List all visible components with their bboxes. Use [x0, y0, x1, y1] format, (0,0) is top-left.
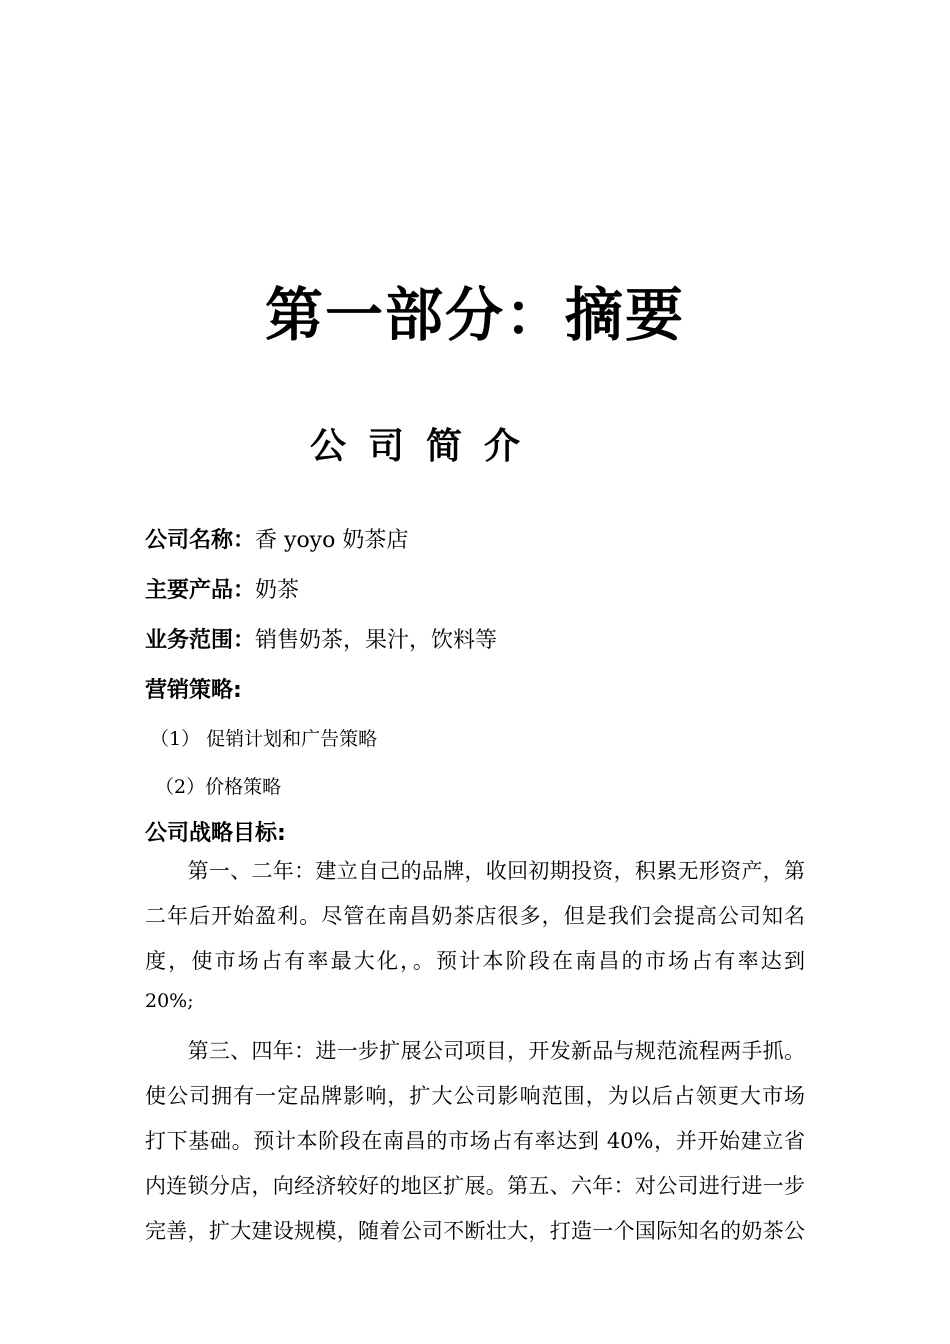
goal-line: 第三、四年：进一步扩展公司项目，开发新品与规范流程两手抓。 [145, 1039, 805, 1063]
goal-line: 内连锁分店，向经济较好的地区扩展。第五、六年：对公司进行进一步 [145, 1174, 805, 1198]
marketing-strategy-field [145, 673, 242, 704]
strategy-item: （2）价格策略 [155, 776, 282, 798]
goal-line: 打下基础。预计本阶段在南昌的市场占有率达到 40%，并开始建立省 [145, 1129, 805, 1153]
page-title: 第一部分：摘要 [264, 281, 685, 349]
field-label: 公司名称： [145, 528, 256, 553]
main-product-field [145, 573, 299, 604]
goal-line: 度，使市场占有率最大化，。预计本阶段在南昌的市场占有率达到 [145, 949, 805, 973]
field-value: 奶茶 [255, 578, 300, 603]
goal-line: 使公司拥有一定品牌影响，扩大公司影响范围，为以后占领更大市场 [145, 1084, 805, 1108]
section-title: 公司简介 [310, 426, 543, 467]
goal-line: 20%; [145, 990, 194, 1012]
goal-line: 第一、二年：建立自己的品牌，收回初期投资，积累无形资产，第 [145, 859, 805, 883]
field-label: 营销策略: [145, 678, 242, 703]
goal-line: 完善，扩大建设规模，随着公司不断壮大，打造一个国际知名的奶茶公 [145, 1219, 805, 1243]
goal-line: 二年后开始盈利。尽管在南昌奶茶店很多，但是我们会提高公司知名 [145, 904, 805, 928]
goals-heading-text: 公司战略目标: [145, 821, 286, 846]
company-name-field [145, 523, 408, 554]
field-label: 业务范围： [145, 628, 256, 653]
field-label: 主要产品： [145, 578, 256, 603]
field-value: 销售奶茶，果汁，饮料等 [255, 628, 498, 653]
strategy-item: （1） 促销计划和广告策略 [150, 728, 378, 750]
goals-heading [145, 816, 286, 847]
business-scope-field [145, 623, 497, 654]
field-value: 香 yoyo 奶茶店 [255, 528, 409, 553]
